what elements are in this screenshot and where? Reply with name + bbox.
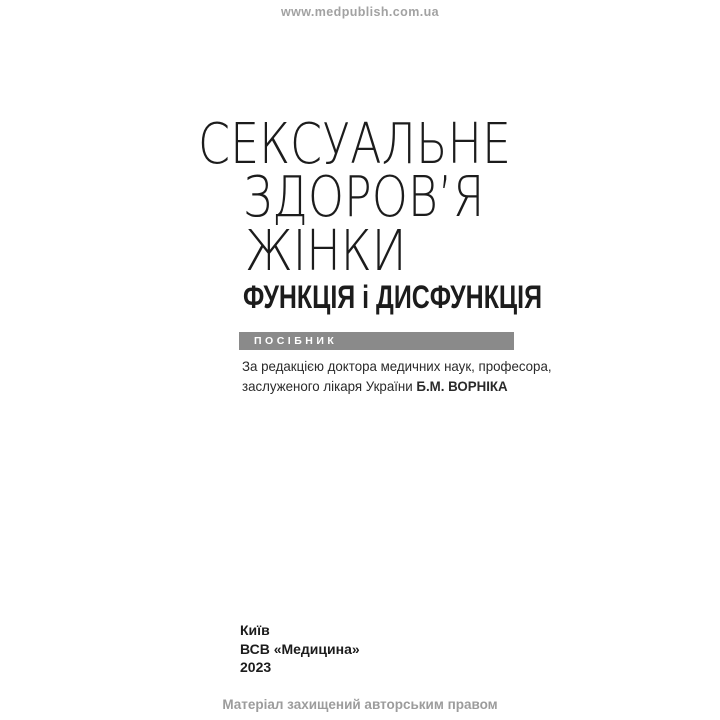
badge-bar [239, 332, 514, 350]
imprint-block [240, 621, 360, 677]
copyright-notice: Матеріал захищений авторським правом [222, 697, 498, 712]
book-title-line-1: СЕКСУАЛЬНЕ [198, 112, 512, 177]
imprint-year: 2023 [240, 659, 272, 675]
editor-credit-line-2-prefix: заслуженого лікаря України [242, 377, 417, 394]
editor-credit [242, 357, 568, 396]
site-url-text: www.medpublish.com.ua [281, 5, 439, 19]
editor-credit-line-1: За редакцією доктора медичних наук, професора, [242, 358, 552, 374]
imprint-publisher: ВСВ «Медицина» [240, 640, 360, 657]
imprint-city: Київ [240, 622, 270, 638]
editor-name: Б.М. ВОРНІКА [416, 377, 508, 394]
editor-credit-line-2 [242, 377, 552, 397]
book-title-line-2: ЗДОРОВ’Я [243, 165, 485, 230]
book-title-line-3: ЖІНКИ [245, 219, 407, 284]
badge-label: ПОСІБНИК [254, 335, 338, 347]
book-subtitle: ФУНКЦІЯ і ДИСФУНКЦІЯ [243, 279, 543, 315]
